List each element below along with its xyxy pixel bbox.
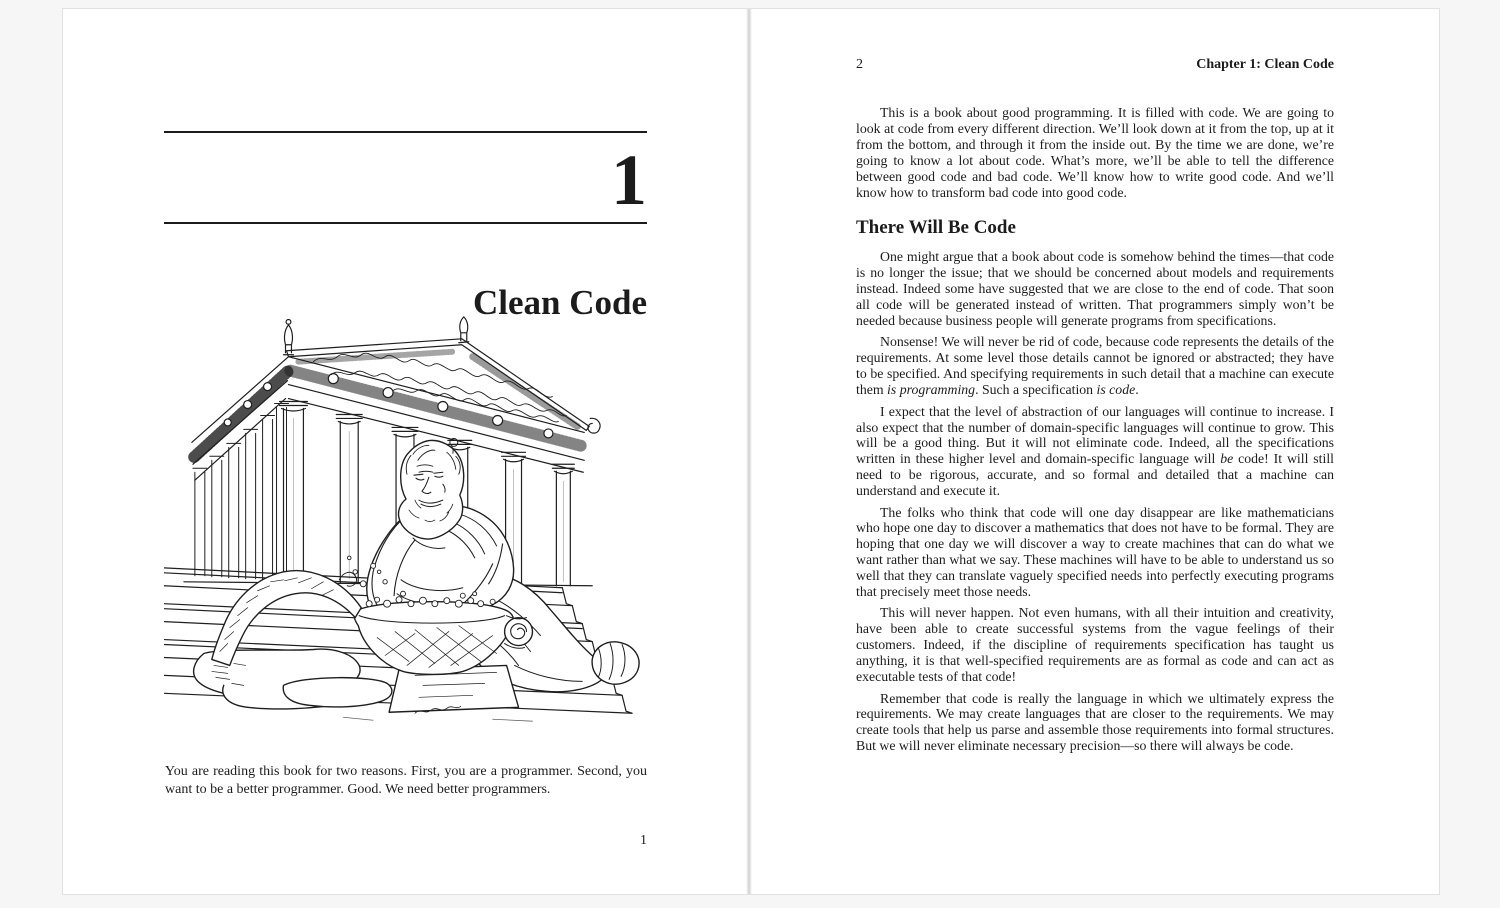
body-paragraph: Remember that code is really the language in which we ultimately express the requirements. We may create languages that are closer to the requirements. We may create tools that help us parse and assemble those requirements into formal structures. But we will never eliminate necessary precision—so there will always be code.	[856, 690, 1334, 754]
section-heading: There Will Be Code	[856, 217, 1016, 239]
philosopher-figure-graphic	[194, 438, 639, 721]
body-paragraph: Nonsense! We will never be rid of code, because code represents the details of the requirements. At some level those details cannot be ignored or abstracted; they have to be specified. And specifying requirements in such detail that a machine can execute them is programming. Such a specification is code.	[856, 334, 1334, 398]
chapter-number: 1	[611, 140, 647, 220]
body-paragraph: This is a book about good programming. It is filled with code. We are going to look at code from every different direction. We’ll look down at it from the top, up at it from the bottom, and through it from the inside out. By the time we are done, we’re going to know a lot about code. What’s more, we’ll be able to tell the difference between good code and bad code. We’ll know how to write good code. And we’ll know how to transform bad code into good code.	[856, 105, 1334, 200]
body-paragraph: This will never happen. Not even humans, with all their intuition and creativity, have been able to create successful systems from the vague feelings of their customers. Indeed, if the discipline of requirements specification has taught us anything, it is that well-specified requirements are as formal as code and can act as executable tests of that code!	[856, 605, 1334, 685]
running-header-row	[856, 57, 1334, 73]
right-body-text	[856, 97, 1334, 760]
page-number-right: 2	[856, 57, 863, 72]
intro-caption: You are reading this book for two reasons. First, you are a programmer. Second, you want to be a better programmer. Good. We need better programmers.	[165, 764, 647, 797]
chapter-title: Clean Code	[472, 283, 647, 322]
body-paragraph: The folks who think that code will one day disappear are like mathematicians who hope one day to discover a mathematics that does not have to be formal. They are hoping that one day we will discover a way to create machines that can do what we want rather than what we say. These machines will have to be able to understand us so well that they can translate vaguely specified needs into perfectly executing programs that precisely meet those needs.	[856, 504, 1334, 600]
temple-flank-columns-graphic	[193, 404, 289, 581]
philosopher-head-graphic	[399, 438, 464, 539]
parthenon-illustration	[164, 314, 647, 746]
running-header: Chapter 1: Clean Code	[1196, 57, 1334, 72]
flank-dentil-band	[194, 372, 288, 458]
page-number-left: 1	[640, 833, 647, 848]
book-spread	[62, 8, 1440, 895]
body-paragraph: I expect that the level of abstraction of our languages will continue to increase. I also expect that the number of domain-specific languages will continue to grow. This will be a good thing. But it will not eliminate code. Indeed, all the specifications written in these higher level and domain-specific language will be code! It will still need to be rigorous, accurate, and so formal and detailed that a machine can understand and execute it.	[856, 403, 1335, 499]
sandal-graphic	[592, 642, 639, 684]
body-paragraph: One might argue that a book about code is somehow behind the times—that code is no longer the issue; that we should be concerned about models and requirements instead. Indeed some have suggested that we are close to the end of code. That soon all code will be generated instead of written. That programmers simply won’t be needed because business people will generate programs from specifications.	[856, 249, 1334, 329]
page-gutter-divider	[746, 9, 752, 894]
chapter-rule-top	[164, 131, 647, 133]
chapter-rule-bottom	[164, 222, 647, 224]
